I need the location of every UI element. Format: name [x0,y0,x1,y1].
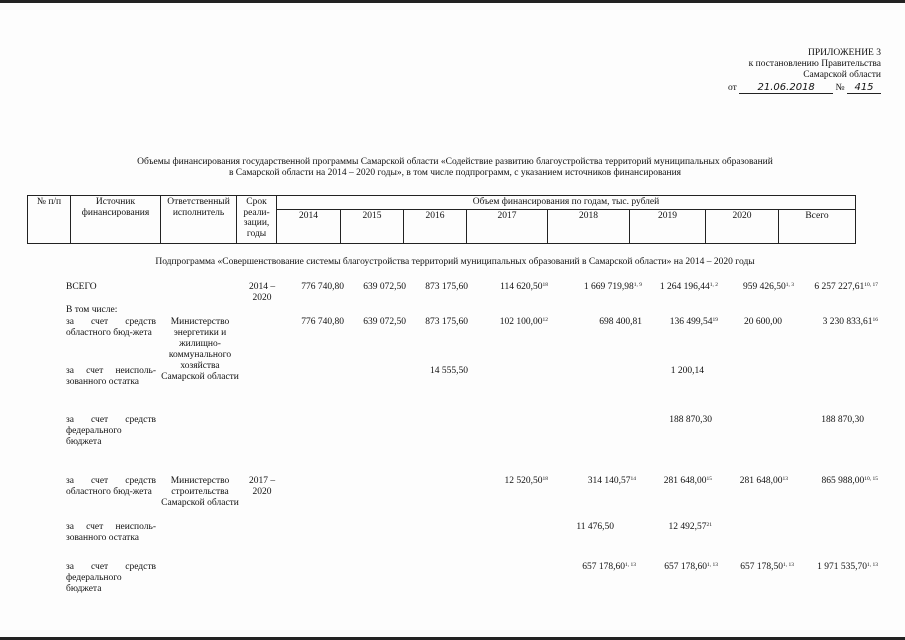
row1-2020: 20 600,00 [744,317,782,327]
row1-source: за счет средств областного бюд-жета [66,317,156,338]
row6-source: за счет средств федерального бюджета [66,562,156,594]
appendix-line2: к постановлению Правительства [748,59,881,69]
header-year-2017: 2017 [467,209,548,243]
header-year-2015: 2015 [341,209,404,243]
header-num: № п/п [28,196,71,244]
row1-2015: 639 072,50 [363,317,406,327]
row5-2018: 11 476,50 [576,522,614,532]
row4-2019: 281 648,00$^{15}$ [663,476,712,486]
row4-2020: 281 648,00$^{13}$ [739,476,788,486]
header-term: Срок реали-зации, годы [237,196,277,244]
row3-all: 188 870,30 [821,415,864,425]
document-title [60,157,850,179]
row-total-2020: 959 426,50$^{1, 3}$ [743,282,794,292]
row4-term: 2017 – 2020 [248,476,276,497]
row1-2016: 873 175,60 [425,317,468,327]
row-total-2016: 873 175,60 [425,282,468,292]
row4-2018: 314 140,57$^{14}$ [587,476,636,486]
number-prefix: № [835,83,845,93]
row-total-2019: 1 264 196,44$^{1, 2}$ [659,282,718,292]
row2-source: за счет неисполь-зованного остатка [66,366,156,387]
row-total-2014: 776 740,80 [301,282,344,292]
row6-2018: 657 178,60$^{1, 13}$ [582,562,636,572]
row4-2017: 12 520,50$^{18}$ [504,476,548,486]
header-year-2014: 2014 [277,209,341,243]
row3-source: за счет средств федерального бюджета [66,415,156,447]
row1-responsible: Министерство энергетики и жилищно-коммунального хозяйства Самарской области [161,317,239,382]
header-year-2018: 2018 [548,209,630,243]
row-total-all: 6 257 227,61$^{10, 17}$ [814,282,878,292]
including-label: В том числе: [66,305,118,315]
row1-2014: 776 740,80 [301,317,344,327]
handwritten-date: 21.06.2018 [739,82,833,94]
subprogram-title: Подпрограмма «Совершенствование системы благоустройства территорий муниципальных образований в Самарской области» на 2014 – 2020 годы [155,257,755,267]
row1-all: 3 230 833,61$^{16}$ [822,317,878,327]
row-total-2017: 114 620,50$^{18}$ [500,282,548,292]
header-year-2016: 2016 [404,209,467,243]
table-header [27,195,856,244]
header-volume: Объем финансирования по годам, тыс. рублей [277,196,856,210]
appendix-line3: Самарской области [803,70,881,80]
row4-responsible: Министерство строительства Самарской области [161,476,239,508]
header-year-2019: 2019 [630,209,706,243]
row2-2019: 1 200,14 [670,366,704,376]
header-total: Всего [779,209,856,243]
row1-2018: 698 400,81 [599,317,642,327]
row-total-2015: 639 072,50 [363,282,406,292]
row3-2019: 188 870,30 [669,415,712,425]
row-total-2018: 1 669 719,98$^{1, 9}$ [583,282,642,292]
header-responsible: Ответственный исполнитель [161,196,237,244]
appendix-date-line [728,82,881,94]
row-total-term: 2014 – 2020 [248,282,276,303]
row-total-label: ВСЕГО [66,282,97,292]
row1-2017: 102 100,00$^{12}$ [499,317,548,327]
row4-all: 865 988,00$^{10, 15}$ [821,476,878,486]
title-line-1: Объемы финансирования государственной программы Самарской области «Содействие развитию благоустройства территорий муниципальных образований [137,157,773,167]
row5-2019: 12 492,57$^{21}$ [668,522,712,532]
appendix-block [728,48,881,94]
date-prefix: от [728,83,737,93]
row6-2020: 657 178,50$^{1, 13}$ [740,562,794,572]
handwritten-number: 415 [847,82,881,94]
header-year-2020: 2020 [706,209,779,243]
row5-source: за счет неисполь-зованного остатка [66,522,156,543]
row6-2019: 657 178,60$^{1, 13}$ [664,562,718,572]
row6-all: 1 971 535,70$^{1, 13}$ [817,562,878,572]
appendix-title: ПРИЛОЖЕНИЕ 3 [807,48,881,58]
top-border [0,0,905,3]
title-line-2: в Самарской области на 2014 – 2020 годы», в том числе подпрограмм, с указанием источников финансирования [228,168,682,178]
row1-2019: 136 499,54$^{19}$ [669,317,718,327]
row4-source: за счет средств областного бюд-жета [66,476,156,497]
row2-2016: 14 555,50 [430,366,468,376]
header-source: Источник финансирования [71,196,161,244]
